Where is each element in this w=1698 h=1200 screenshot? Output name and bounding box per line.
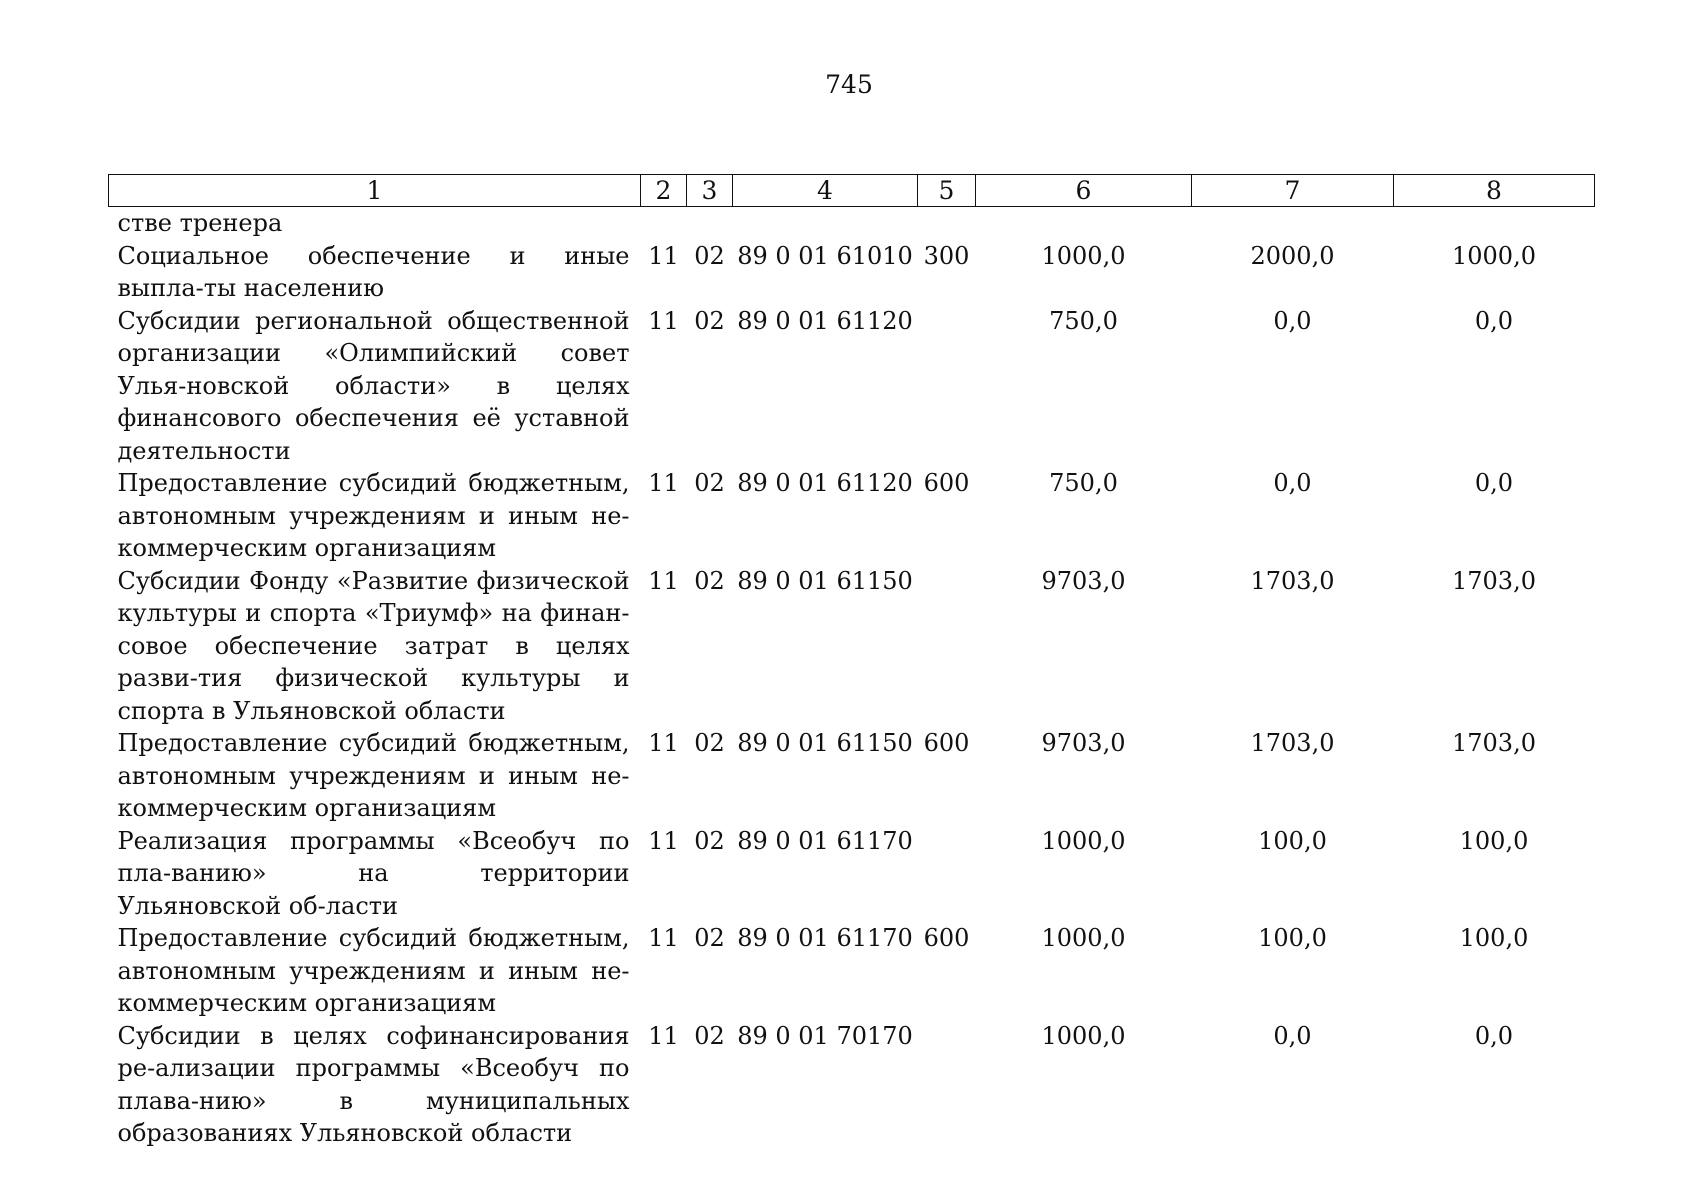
row-subsection: 02 xyxy=(694,729,725,757)
row-expense-type xyxy=(918,1020,976,1150)
row-subsection: 02 xyxy=(694,469,725,497)
row-amount-7: 1703,0 xyxy=(1250,729,1335,757)
table-row xyxy=(109,1020,1595,1150)
table-row xyxy=(109,207,1595,240)
row-description: Предоставление субсидий бюджетным, автономным учреждениям и иным не-коммерческим организациям xyxy=(117,729,630,822)
row-target-code: 89 0 01 61150 xyxy=(737,566,913,595)
header-cell: 5 xyxy=(918,175,976,207)
row-description: стве тренера xyxy=(117,209,283,237)
row-expense-type: 600 xyxy=(923,469,970,497)
row-description: Предоставление субсидий бюджетным, автономным учреждениям и иным не-коммерческим организациям xyxy=(117,924,630,1017)
row-amount-7: 100,0 xyxy=(1258,924,1327,952)
row-amount-6: 1000,0 xyxy=(1041,241,1126,270)
row-expense-type xyxy=(918,305,976,468)
row-amount-6 xyxy=(976,207,1192,240)
row-amount-7: 2000,0 xyxy=(1250,241,1335,270)
row-description: Предоставление субсидий бюджетным, автономным учреждениям и иным не-коммерческим организациям xyxy=(117,469,630,562)
row-target-code: 89 0 01 61170 xyxy=(737,826,913,855)
row-target-code: 89 0 01 61170 xyxy=(737,924,913,952)
row-amount-6: 750,0 xyxy=(1049,469,1118,497)
row-subsection: 02 xyxy=(694,306,725,335)
header-cell: 6 xyxy=(976,175,1192,207)
row-amount-6: 1000,0 xyxy=(1041,924,1126,952)
row-amount-6: 9703,0 xyxy=(1041,729,1126,757)
table-row xyxy=(109,727,1595,825)
column-number-header xyxy=(109,175,1595,207)
row-amount-7: 100,0 xyxy=(1258,826,1327,855)
row-amount-8: 0,0 xyxy=(1474,1021,1514,1050)
row-amount-6: 750,0 xyxy=(1049,306,1118,335)
row-amount-8: 1703,0 xyxy=(1452,566,1536,595)
row-target-code: 89 0 01 61120 xyxy=(737,469,913,497)
row-amount-8: 0,0 xyxy=(1474,306,1514,335)
row-target-code: 89 0 01 61150 xyxy=(737,729,913,757)
row-amount-7: 0,0 xyxy=(1273,469,1312,497)
row-target-code: 89 0 01 61010 xyxy=(737,241,913,270)
budget-table xyxy=(108,174,1595,1150)
row-description: Реализация программы «Всеобуч по пла-ванию» на территории Ульяновской об-ласти xyxy=(117,826,630,920)
header-cell: 2 xyxy=(641,175,687,207)
row-subsection xyxy=(687,207,733,240)
row-section xyxy=(641,207,687,240)
row-subsection: 02 xyxy=(694,241,725,270)
table-row xyxy=(109,240,1595,305)
row-section: 11 xyxy=(648,306,679,335)
header-cell: 7 xyxy=(1192,175,1394,207)
row-amount-7: 1703,0 xyxy=(1250,566,1335,595)
row-amount-7: 0,0 xyxy=(1273,306,1312,335)
table-row xyxy=(109,305,1595,468)
header-cell: 8 xyxy=(1394,175,1595,207)
row-section: 11 xyxy=(648,924,679,952)
row-expense-type: 300 xyxy=(923,241,970,270)
row-subsection: 02 xyxy=(694,826,725,855)
row-amount-8: 0,0 xyxy=(1474,469,1514,497)
row-description: Субсидии региональной общественной организации «Олимпийский совет Улья-новской области» в целях финансового обеспечения её уставной деятельности xyxy=(117,306,630,465)
row-amount-8: 1703,0 xyxy=(1452,729,1536,757)
row-expense-type xyxy=(918,825,976,923)
header-cell: 4 xyxy=(733,175,918,207)
row-expense-type: 600 xyxy=(923,924,970,952)
row-amount-6: 1000,0 xyxy=(1041,826,1126,855)
row-description: Социальное обеспечение и иные выпла-ты населению xyxy=(117,241,630,302)
page-number: 745 xyxy=(825,70,873,99)
row-amount-7: 0,0 xyxy=(1273,1021,1312,1050)
row-section: 11 xyxy=(648,1021,679,1050)
row-amount-6: 9703,0 xyxy=(1041,566,1126,595)
row-amount-7 xyxy=(1192,207,1394,240)
table-row xyxy=(109,922,1595,1020)
row-target-code: 89 0 01 70170 xyxy=(737,1021,913,1050)
row-amount-8: 100,0 xyxy=(1459,826,1529,855)
row-section: 11 xyxy=(648,566,679,595)
row-amount-6: 1000,0 xyxy=(1041,1021,1126,1050)
table-row xyxy=(109,825,1595,923)
table-row xyxy=(109,565,1595,728)
row-section: 11 xyxy=(648,241,679,270)
row-subsection: 02 xyxy=(694,1021,725,1050)
header-cell: 3 xyxy=(687,175,733,207)
row-target-code: 89 0 01 61120 xyxy=(737,306,913,335)
row-target-code xyxy=(733,207,918,240)
row-description: Субсидии в целях софинансирования ре-ализации программы «Всеобуч по плава-нию» в муниципальных образованиях Ульяновской области xyxy=(117,1021,630,1147)
row-amount-8: 1000,0 xyxy=(1452,241,1536,270)
row-amount-8: 100,0 xyxy=(1459,924,1529,952)
row-expense-type: 600 xyxy=(923,729,970,757)
row-description: Субсидии Фонду «Развитие физической культуры и спорта «Триумф» на финан-совое обеспечение затрат в целях разви-тия физической культуры и спорта в Ульяновской области xyxy=(117,566,630,725)
row-expense-type xyxy=(918,565,976,728)
row-subsection: 02 xyxy=(694,566,725,595)
row-amount-8 xyxy=(1394,207,1595,240)
row-expense-type xyxy=(918,207,976,240)
row-section: 11 xyxy=(648,469,679,497)
row-section: 11 xyxy=(648,826,679,855)
table-row xyxy=(109,467,1595,565)
row-subsection: 02 xyxy=(694,924,725,952)
header-cell: 1 xyxy=(109,175,641,207)
row-section: 11 xyxy=(648,729,679,757)
